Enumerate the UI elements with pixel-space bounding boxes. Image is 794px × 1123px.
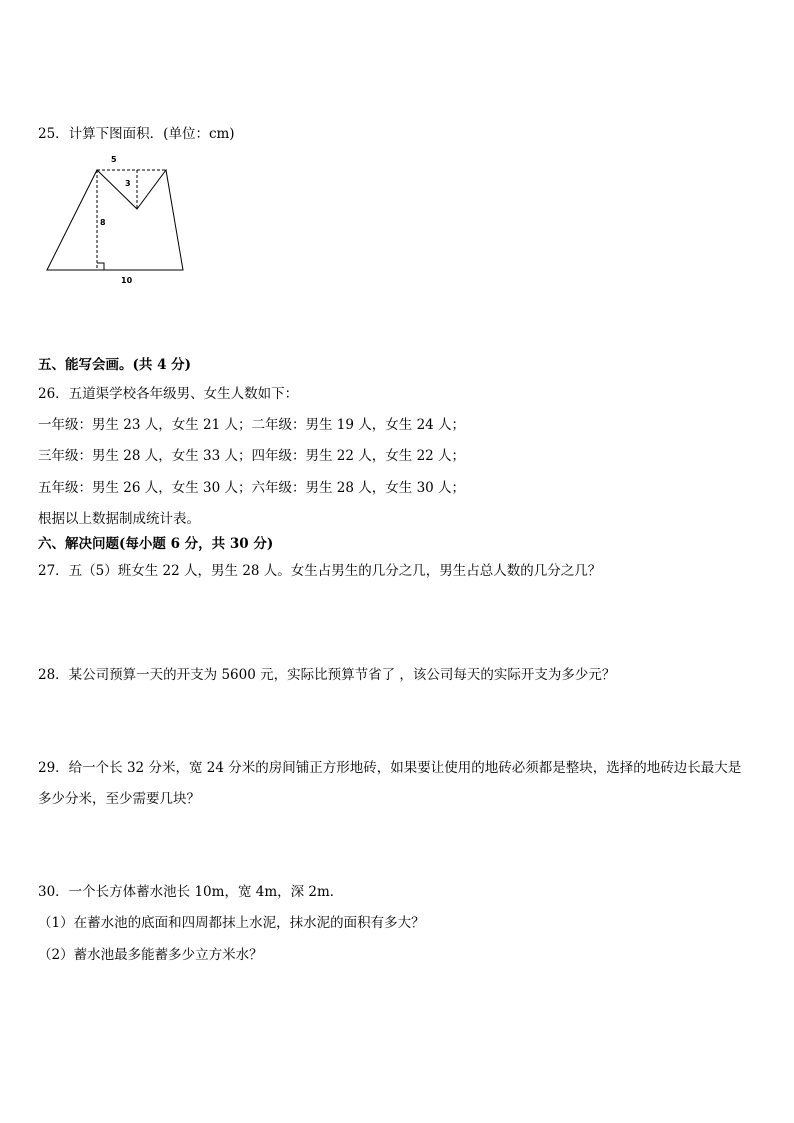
q26-row-1: 一年级：男生 23 人，女生 21 人；二年级：男生 19 人，女生 24 人； [38, 417, 466, 433]
q25-text: 25．计算下图面积．(单位：cm) [38, 126, 235, 142]
q26-instruction: 根据以上数据制成统计表。 [38, 511, 200, 527]
q30-sub-1: （1）在蓄水池的底面和四周都抹上水泥，抹水泥的面积有多大？ [38, 915, 425, 931]
figure-outline [47, 170, 183, 270]
bottom-label: 10 [121, 276, 133, 285]
question-28: 28．某公司预算一天的开支为 5600 元，实际比预算节省了 ，该公司每天的实际开支为多少元？ [38, 667, 616, 683]
right-angle-mark [97, 263, 104, 270]
q30-text: 30．一个长方体蓄水池长 10m，宽 4m，深 2m． [38, 884, 344, 900]
trapezoid-figure [30, 150, 200, 290]
section-6-heading: 六、解决问题(每小题 6 分，共 30 分) [38, 536, 274, 552]
notch-label: 3 [125, 179, 131, 188]
section-5-heading: 五、能写会画。(共 4 分) [38, 357, 192, 373]
q30-sub-2: （2）蓄水池最多能蓄多少立方米水？ [38, 947, 263, 963]
q29-line-1: 29．给一个长 32 分米，宽 24 分米的房间铺正方形地砖，如果要让使用的地砖必须都是整块，选择的地砖边长最大是 [38, 760, 742, 776]
q26-text: 26．五道渠学校各年级男、女生人数如下： [38, 386, 299, 402]
height-label: 8 [100, 218, 106, 227]
question-27: 27．五（5）班女生 22 人，男生 28 人。女生占男生的几分之几，男生占总人数的几分之几？ [38, 563, 602, 579]
q26-row-2: 三年级：男生 28 人，女生 33 人；四年级：男生 22 人，女生 22 人； [38, 448, 466, 464]
q29-line-2: 多少分米，至少需要几块？ [38, 791, 200, 807]
top-label: 5 [111, 155, 117, 164]
q26-row-3: 五年级：男生 26 人，女生 30 人；六年级：男生 28 人，女生 30 人； [38, 480, 466, 496]
